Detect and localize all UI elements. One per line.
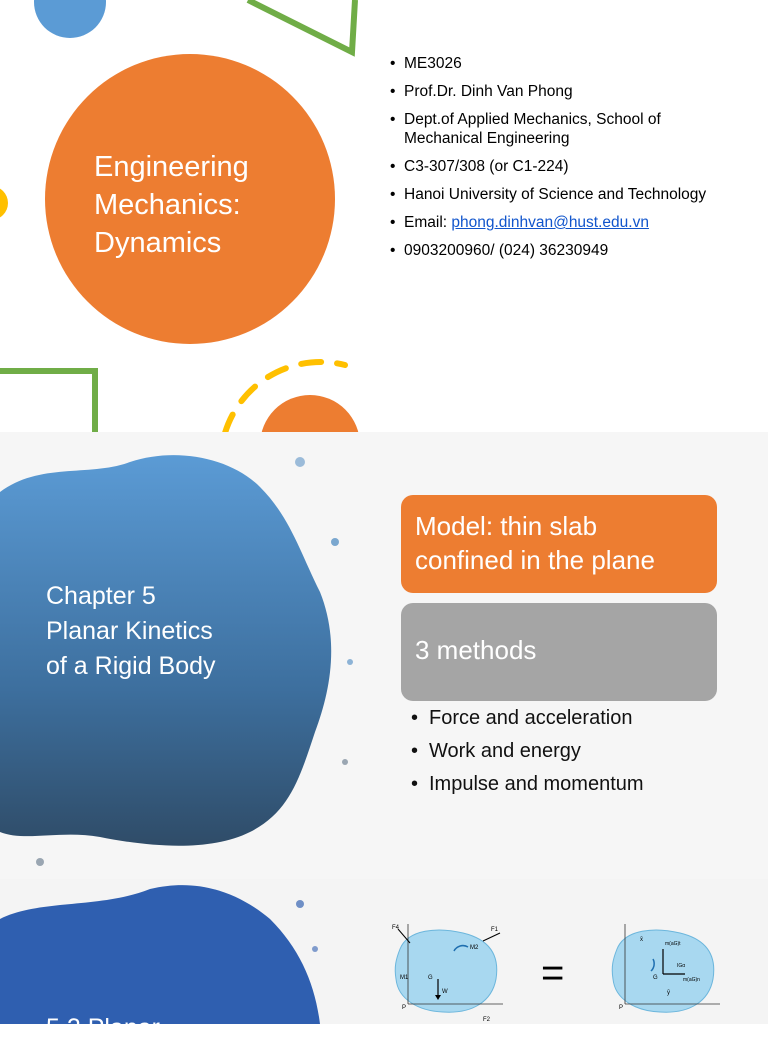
model-line: confined in the plane — [415, 545, 655, 575]
label-g: G — [428, 975, 433, 981]
kinetic-diagram — [605, 919, 725, 1024]
course-info-list — [390, 54, 720, 269]
model-box — [401, 495, 717, 593]
label-g2: G — [653, 975, 658, 981]
info-item: • ME3026 — [390, 54, 720, 73]
info-item: • 0903200960/ (024) 36230949 — [390, 241, 720, 260]
label-m2: M2 — [470, 945, 479, 951]
info-item: • Hanoi University of Science and Technology — [390, 185, 720, 204]
title-line: Mechanics: — [94, 189, 241, 221]
info-item: • Dept.of Applied Mechanics, School of Mechanical Engineering — [390, 110, 720, 148]
label-iga: IGα — [677, 963, 686, 969]
method-item: • Force and acceleration — [411, 702, 644, 735]
label-xbar: x̄ — [640, 937, 643, 943]
course-title — [94, 148, 249, 262]
email-link[interactable]: phong.dinhvan@hust.edu.vn — [451, 214, 649, 231]
methods-box-label: 3 methods — [415, 635, 537, 665]
chapter-title — [46, 579, 216, 684]
model-line: Model: thin slab — [415, 511, 598, 541]
green-triangle-decoration — [240, 0, 370, 70]
methods-list — [411, 702, 644, 801]
method-item: • Impulse and momentum — [411, 768, 644, 801]
info-item: • Prof.Dr. Dinh Van Phong — [390, 82, 720, 101]
label-man: m(aG)n — [683, 977, 700, 983]
label-m1: M1 — [400, 975, 409, 981]
label-ybar: ȳ — [667, 990, 670, 996]
info-item: • C3-307/308 (or C1-224) — [390, 157, 720, 176]
label-w: W — [442, 989, 448, 995]
label-f2: F2 — [483, 1017, 491, 1023]
method-item: • Work and energy — [411, 735, 644, 768]
methods-box — [401, 603, 717, 701]
chapter-line: Planar Kinetics — [46, 617, 213, 645]
label-f4: F4 — [392, 925, 400, 931]
title-line: Engineering — [94, 151, 249, 183]
section-slide — [0, 879, 768, 1042]
section-title: 5.2 Planar — [46, 1014, 160, 1042]
equals-sign: = — [541, 951, 565, 995]
title-line: Dynamics — [94, 227, 222, 259]
chapter-line: of a Rigid Body — [46, 652, 216, 680]
chapter-slide — [0, 432, 768, 879]
label-f1: F1 — [491, 927, 499, 933]
dark-blue-paint-splash — [0, 879, 330, 1024]
green-square-decoration — [0, 365, 100, 435]
yellow-circle-decoration — [0, 186, 8, 220]
blue-circle-decoration — [34, 0, 106, 38]
label-p2: P — [619, 1005, 624, 1011]
label-p: P — [402, 1005, 407, 1011]
email-label: Email: — [404, 214, 452, 231]
free-body-diagram — [388, 919, 508, 1024]
title-slide — [0, 0, 768, 432]
info-item-email — [390, 213, 720, 232]
chapter-line: Chapter 5 — [46, 582, 156, 610]
label-mat: m(aG)t — [665, 941, 681, 947]
